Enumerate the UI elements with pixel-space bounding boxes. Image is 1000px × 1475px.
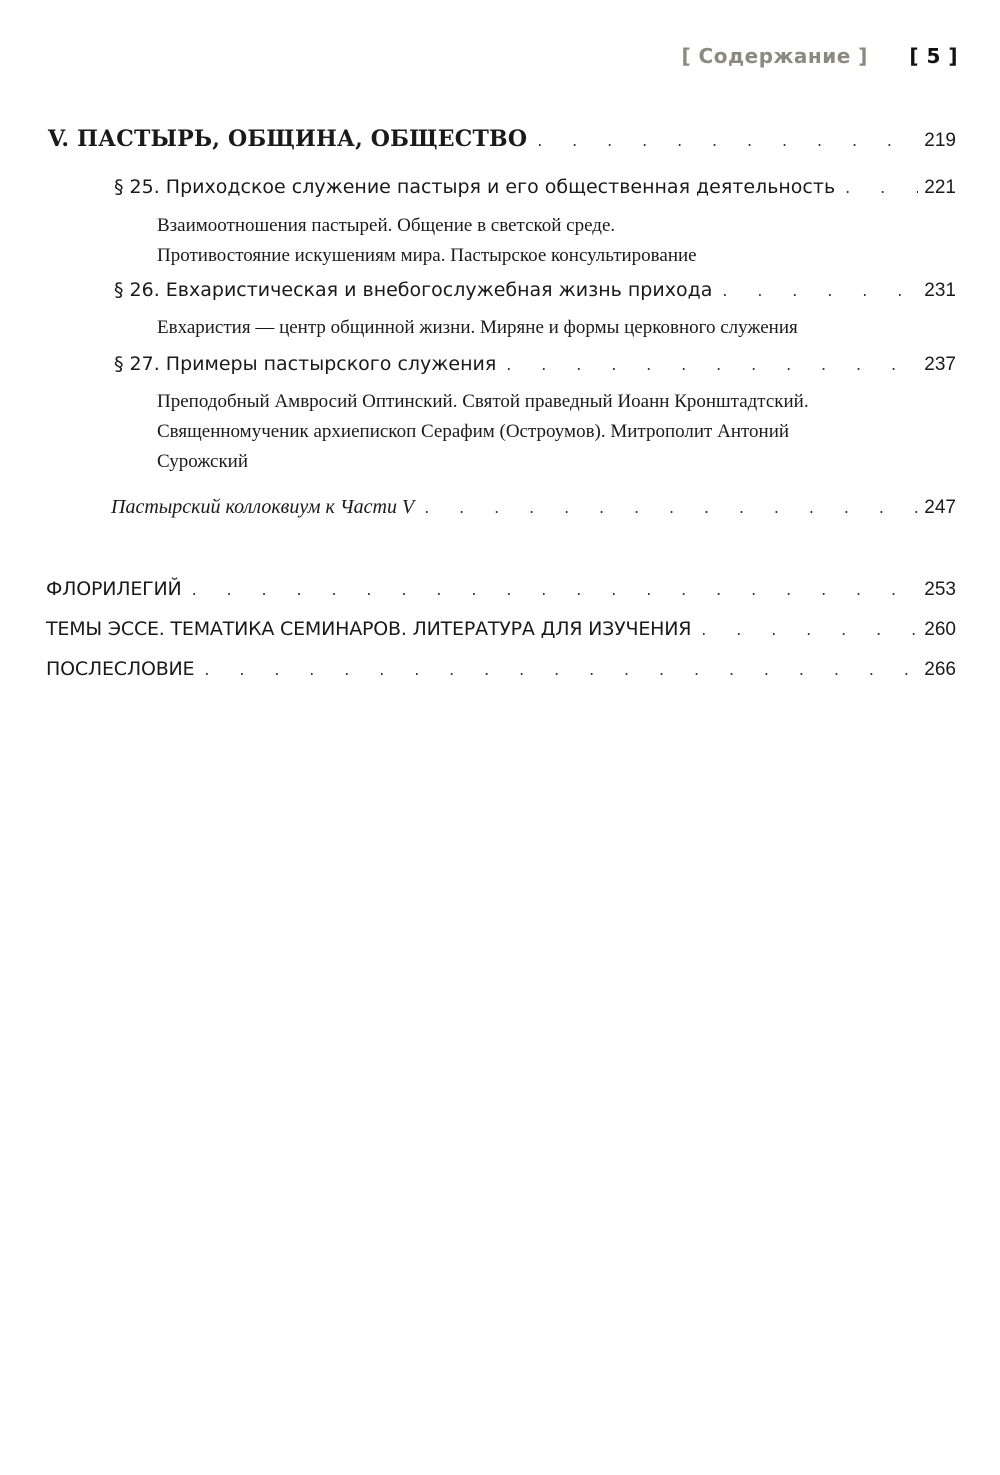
toc-section-entry-27[interactable] (114, 353, 956, 376)
dot-leader (722, 281, 918, 300)
toc-section-entry-25[interactable] (114, 176, 956, 199)
toc-top-title: ФЛОРИЛЕГИЙ (46, 578, 182, 600)
dot-leader (204, 660, 918, 679)
toc-part-page: 219 (924, 130, 956, 151)
toc-top-entry-florilegium[interactable] (46, 578, 956, 601)
toc-section-title: § 26. Евхаристическая и внебогослужебная жизнь прихода (114, 279, 713, 301)
toc-colloquium-entry[interactable] (111, 496, 956, 519)
toc-subtopic-line: Преподобный Амвросий Оптинский. Святой праведный Иоанн Кронштадтский. (157, 391, 809, 412)
running-head (681, 44, 958, 68)
dot-leader (506, 355, 918, 374)
dot-leader (192, 580, 919, 599)
toc-top-entry-essays[interactable] (46, 618, 956, 641)
toc-subtopic-line: Евхаристия — центр общинной жизни. Миряне и формы церковного служения (157, 317, 798, 338)
running-head-page-number: [ 5 ] (909, 44, 958, 68)
toc-section-page: 221 (924, 177, 956, 198)
toc-subtopics-27 (157, 387, 957, 477)
toc-part-entry[interactable] (48, 126, 956, 152)
toc-top-page: 260 (924, 619, 956, 640)
toc-top-page: 253 (924, 579, 956, 600)
toc-colloquium-title: Пастырский коллоквиум к Части V (111, 496, 415, 518)
toc-subtopic-line: Взаимоотношения пастырей. Общение в светской среде. (157, 215, 616, 236)
toc-section-page: 231 (924, 280, 956, 301)
toc-top-page: 266 (924, 659, 956, 680)
toc-subtopic-line: Противостояние искушениям мира. Пастырское консультирование (157, 245, 697, 266)
toc-colloquium-page: 247 (924, 497, 956, 518)
toc-top-entry-afterword[interactable] (46, 658, 956, 681)
toc-subtopics-25 (157, 211, 957, 271)
toc-section-title: § 25. Приходское служение пастыря и его общественная деятельность (114, 176, 836, 198)
toc-part-title: V. ПАСТЫРЬ, ОБЩИНА, ОБЩЕСТВО (48, 126, 528, 152)
toc-subtopic-line: Священномученик архиепископ Серафим (Остроумов). Митрополит Антоний (157, 421, 790, 442)
toc-section-title: § 27. Примеры пастырского служения (114, 353, 497, 375)
toc-top-title: ПОСЛЕСЛОВИЕ (46, 658, 195, 680)
toc-subtopics-26 (157, 313, 957, 343)
toc-section-entry-26[interactable] (114, 279, 956, 302)
dot-leader (424, 498, 918, 517)
dot-leader (701, 620, 918, 639)
running-head-section: [ Содержание ] (681, 44, 868, 68)
toc-subtopic-line: Сурожский (157, 451, 249, 472)
toc-section-page: 237 (924, 354, 956, 375)
dot-leader (845, 178, 918, 197)
toc-top-title: ТЕМЫ ЭССЕ. ТЕМАТИКА СЕМИНАРОВ. ЛИТЕРАТУРА ДЛЯ ИЗУЧЕНИЯ (46, 618, 692, 640)
dot-leader (537, 131, 918, 150)
